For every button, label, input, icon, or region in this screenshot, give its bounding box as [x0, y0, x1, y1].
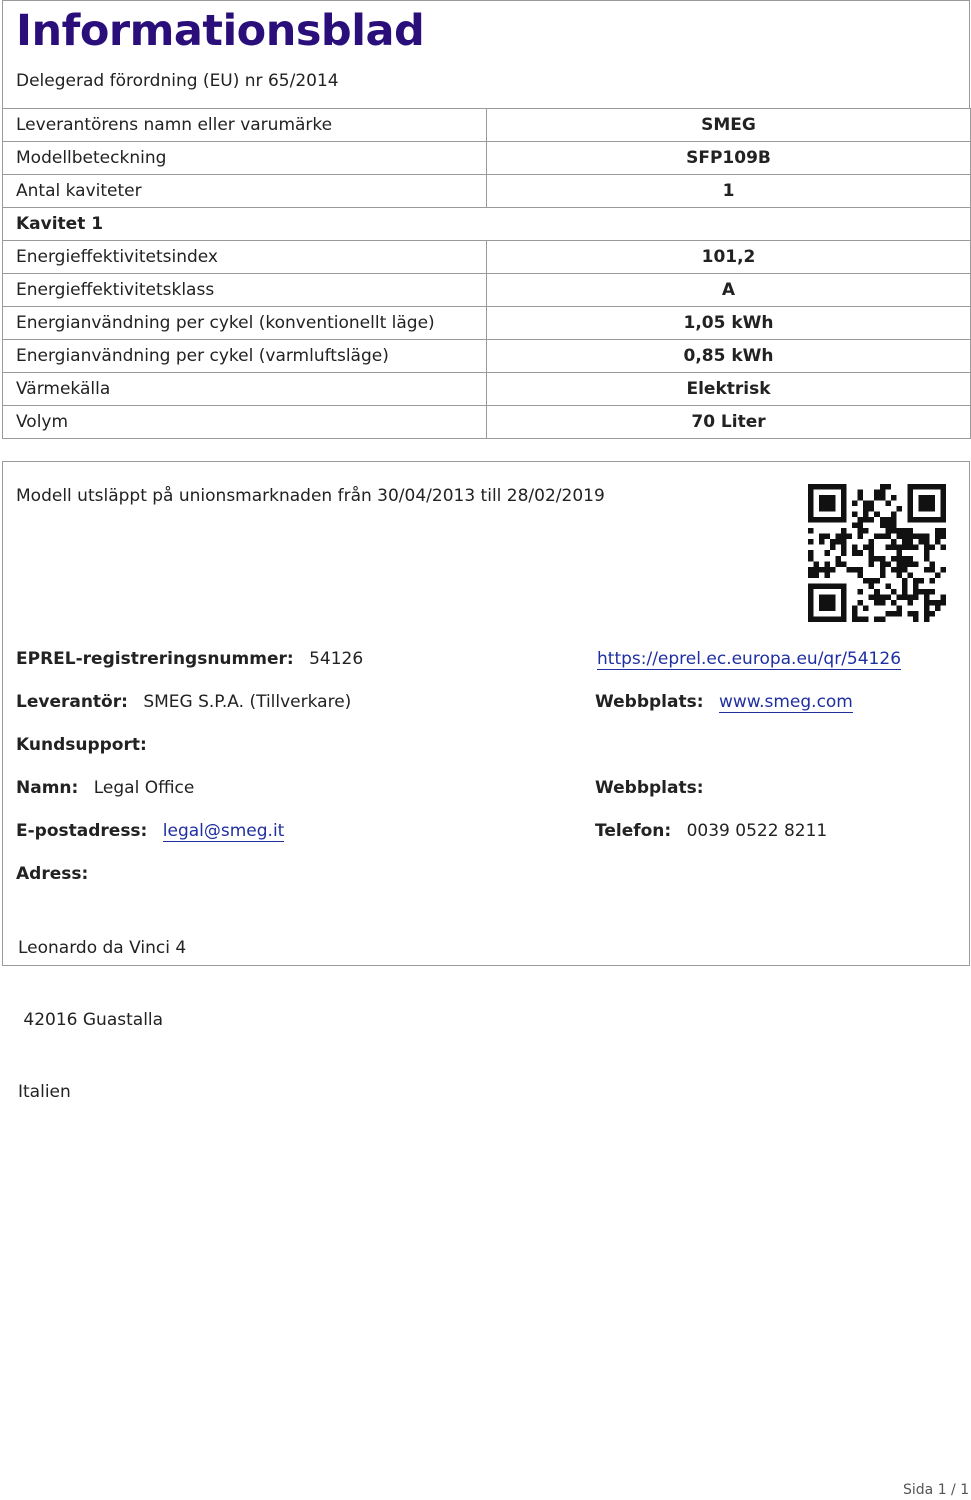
spec-value: A [487, 274, 971, 307]
support-heading [16, 735, 157, 755]
page-number: Sida 1 / 1 [903, 1482, 970, 1498]
market-period: Modell utsläppt på unionsmarknaden från 30/04/2013 till 28/02/2019 [16, 486, 605, 506]
spec-label: Modellbeteckning [3, 142, 487, 175]
address-block [18, 888, 186, 1152]
email-row [16, 821, 284, 841]
support-website-label: Webbplats: [595, 778, 704, 798]
spec-label: Antal kaviteter [3, 175, 487, 208]
spec-value: 1,05 kWh [487, 307, 971, 340]
spec-table [2, 108, 971, 439]
address-line-3: Italien [18, 1082, 71, 1102]
website-row [595, 692, 853, 712]
page-title: Informationsblad [16, 6, 425, 56]
name-value: Legal Office [93, 778, 195, 798]
eprel-label: EPREL-registreringsnummer: [16, 649, 294, 669]
spec-label: Energieffektivitetsindex [3, 241, 487, 274]
spec-value: 0,85 kWh [487, 340, 971, 373]
spec-row [3, 340, 971, 373]
spec-label: Energianvändning per cykel (varmluftsläge) [3, 340, 487, 373]
eprel-row [16, 649, 363, 669]
eprel-number: 54126 [309, 649, 364, 669]
spec-label: Leverantörens namn eller varumärke [3, 109, 487, 142]
spec-value: SMEG [487, 109, 971, 142]
qr-code-icon[interactable] [808, 484, 946, 622]
supplier-label: Leverantör: [16, 692, 128, 712]
name-label: Namn: [16, 778, 79, 798]
website-label: Webbplats: [595, 692, 704, 712]
address-heading [16, 864, 98, 884]
spec-row [3, 406, 971, 439]
spec-row [3, 241, 971, 274]
spec-row [3, 373, 971, 406]
phone-row [595, 821, 827, 841]
spec-row [3, 208, 971, 241]
spec-value: 1 [487, 175, 971, 208]
title-box [2, 0, 970, 108]
address-label: Adress: [16, 864, 89, 884]
spec-value: 101,2 [487, 241, 971, 274]
phone-value: 0039 0522 8211 [686, 821, 828, 841]
spec-label: Värmekälla [3, 373, 487, 406]
spec-value: Elektrisk [487, 373, 971, 406]
spec-label: Energieffektivitetsklass [3, 274, 487, 307]
phone-label: Telefon: [595, 821, 672, 841]
email-label: E-postadress: [16, 821, 148, 841]
eprel-link[interactable]: https://eprel.ec.europa.eu/qr/54126 [597, 649, 902, 669]
spec-row [3, 109, 971, 142]
contact-name-row [16, 778, 194, 798]
info-box [2, 461, 970, 1102]
spec-label: Volym [3, 406, 487, 439]
eprel-url-row [597, 649, 901, 669]
regulation-reference: Delegerad förordning (EU) nr 65/2014 [16, 71, 339, 91]
spec-value: SFP109B [487, 142, 971, 175]
address-line-2: 42016 Guastalla [18, 1010, 164, 1030]
supplier-value: SMEG S.P.A. (Tillverkare) [143, 692, 352, 712]
spec-row [3, 142, 971, 175]
supplier-row [16, 692, 351, 712]
address-line-1: Leonardo da Vinci 4 [18, 938, 187, 958]
spec-section-label: Kavitet 1 [3, 208, 971, 241]
spec-label: Energianvändning per cykel (konventionellt läge) [3, 307, 487, 340]
support-website-row [595, 778, 714, 798]
website-link[interactable]: www.smeg.com [718, 692, 853, 712]
spec-row [3, 175, 971, 208]
information-sheet [2, 0, 970, 439]
spec-value: 70 Liter [487, 406, 971, 439]
email-link[interactable]: legal@smeg.it [162, 821, 285, 841]
support-label: Kundsupport: [16, 735, 147, 755]
spec-row [3, 274, 971, 307]
spec-row [3, 307, 971, 340]
